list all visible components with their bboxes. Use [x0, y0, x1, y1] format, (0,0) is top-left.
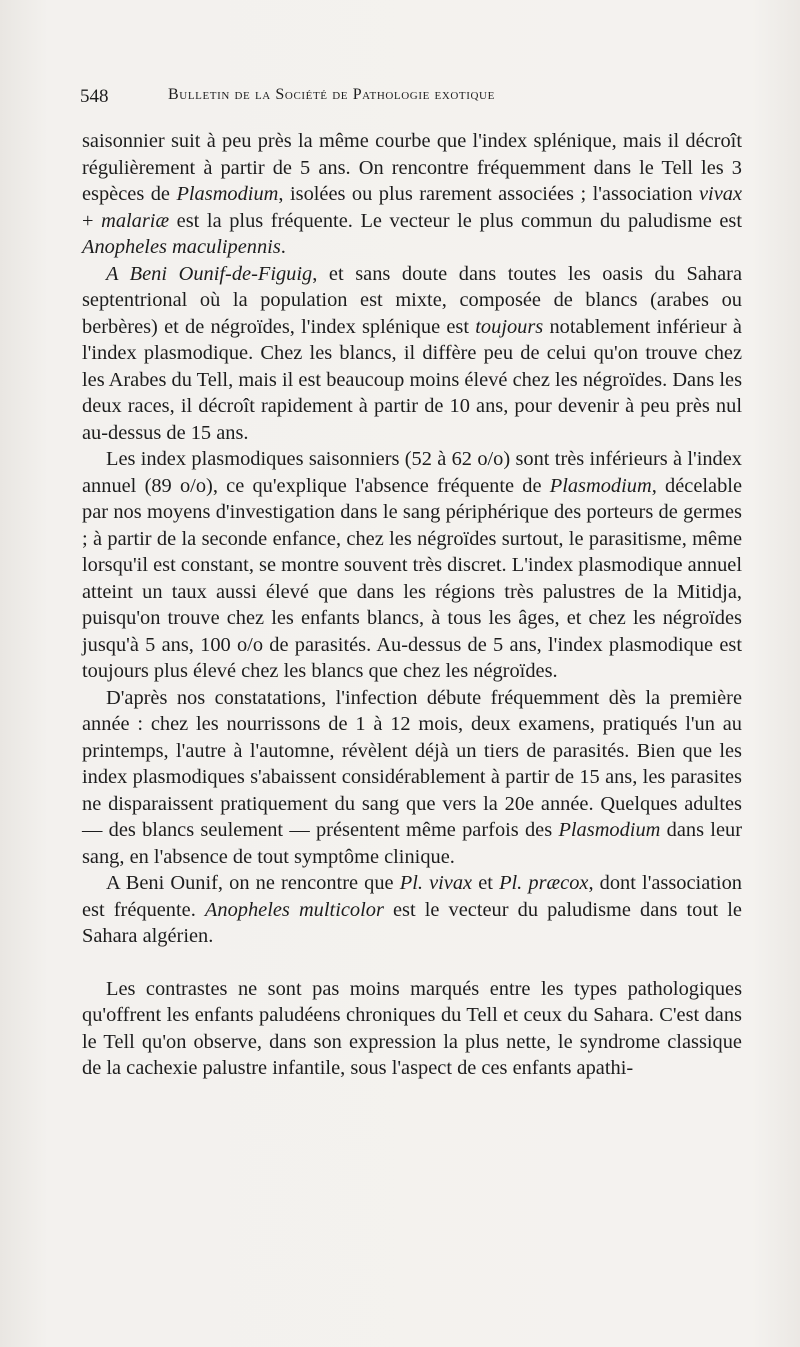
paragraph [82, 446, 742, 685]
page-number: 548 [80, 86, 109, 107]
text-run: D'après nos constatations, l'infection débute fréquemment dès la première année : chez les nourrissons de 1 à 12 mois, deux examens, pratiqués l'un au printemps, l'autre à l'automne, révèlent déjà un tiers de parasités. Bien que les index plasmodiques s'abaissent considérablement à partir de 15 ans, les parasites ne disparaissent pratiquement du sang que vers la 20e année. Quelques adultes — des blancs seulement — présentent même parfois des [82, 686, 742, 841]
italic-term: Pl. vivax [399, 872, 473, 894]
text-run: , dont l'association est fréquente. [82, 872, 742, 921]
text-run: Les contrastes ne sont pas moins marqués entre les types pathologiques qu'offrent les enfants paludéens chroniques du Tell et ceux du Sahara. C'est dans le Tell qu'on observe, dans son expression la plus nette, le syndrome classique de la cachexie palustre infantile, sous l'aspect de ces enfants apathi- [82, 977, 742, 1079]
text-run: + [82, 209, 102, 232]
text-run: est le vecteur du paludisme dans tout le Sahara algérien. [82, 898, 742, 947]
italic-term: toujours [475, 315, 544, 338]
paragraph [82, 685, 742, 871]
italic-term: Plasmodium [176, 183, 279, 205]
body-text [82, 128, 742, 1082]
text-run: . [280, 236, 286, 258]
text-run: notablement inférieur à l'index plasmodique. Chez les blancs, il diffère peu de celui qu'on trouve chez les Arabes du Tell, mais il est beaucoup moins élevé chez les négroïdes. Dans les deux races, il décroît rapidement à partir de 10 ans, pour devenir à peu près nul au-dessus de 15 ans. [82, 315, 742, 444]
paragraph [82, 870, 742, 950]
italic-term: Anopheles maculipennis [82, 236, 281, 258]
text-run: et [472, 872, 500, 894]
text-run: Les index plasmodiques saisonniers (52 à 62 o/o) sont très inférieurs à l'index annuel (89 o/o), ce qu'explique l'absence fréquente de [82, 448, 742, 497]
italic-term: Anopheles multicolor [204, 898, 384, 921]
paragraph [82, 128, 742, 261]
italic-term: Pl. præcox [499, 872, 589, 894]
italic-term: Plasmodium [549, 474, 652, 497]
journal-title: Bulletin de la Société de Pathologie exotique [168, 86, 495, 103]
paragraph [82, 976, 742, 1082]
text-run: saisonnier suit à peu près la même courbe que l'index splénique, mais il décroît régulièrement à partir de 5 ans. On rencontre fréquemment dans le Tell les 3 espèces de [82, 130, 742, 205]
italic-term: vivax [698, 183, 742, 205]
text-run: , décelable par nos moyens d'investigation dans le sang périphérique des porteurs de germes ; à partir de la seconde enfance, chez les négroïdes surtout, le parasitisme, même lorsqu'il est constant, se montre souvent très discret. L'index plasmodique annuel atteint un taux aussi élevé que dans les régions très palustres de la Mitidja, puisqu'on trouve chez les enfants blancs, à tous les âges, et chez les négroïdes jusqu'à 5 ans, 100 o/o de parasités. Au-dessus de 5 ans, l'index plasmodique est toujours plus élevé chez les blancs que chez les négroïdes. [82, 474, 742, 682]
text-run: A Beni Ounif, on ne rencontre que [106, 872, 400, 894]
italic-term: A Beni Ounif-de-Figuig [106, 262, 313, 285]
running-head [80, 86, 740, 116]
italic-term: Plasmodium [558, 819, 661, 841]
italic-term: malariæ [101, 209, 170, 232]
paragraph [82, 261, 742, 447]
text-run: , isolées ou plus rarement associées ; l'association [278, 183, 699, 205]
text-run: est la plus fréquente. Le vecteur le plus commun du paludisme est [169, 209, 742, 232]
text-run: , et sans doute dans toutes les oasis du Sahara septentrional où la population est mixte, composée de blancs (arabes ou berbères) et de négroïdes, l'index splénique est [82, 262, 742, 338]
text-run: dans leur sang, en l'absence de tout symptôme clinique. [82, 819, 742, 868]
